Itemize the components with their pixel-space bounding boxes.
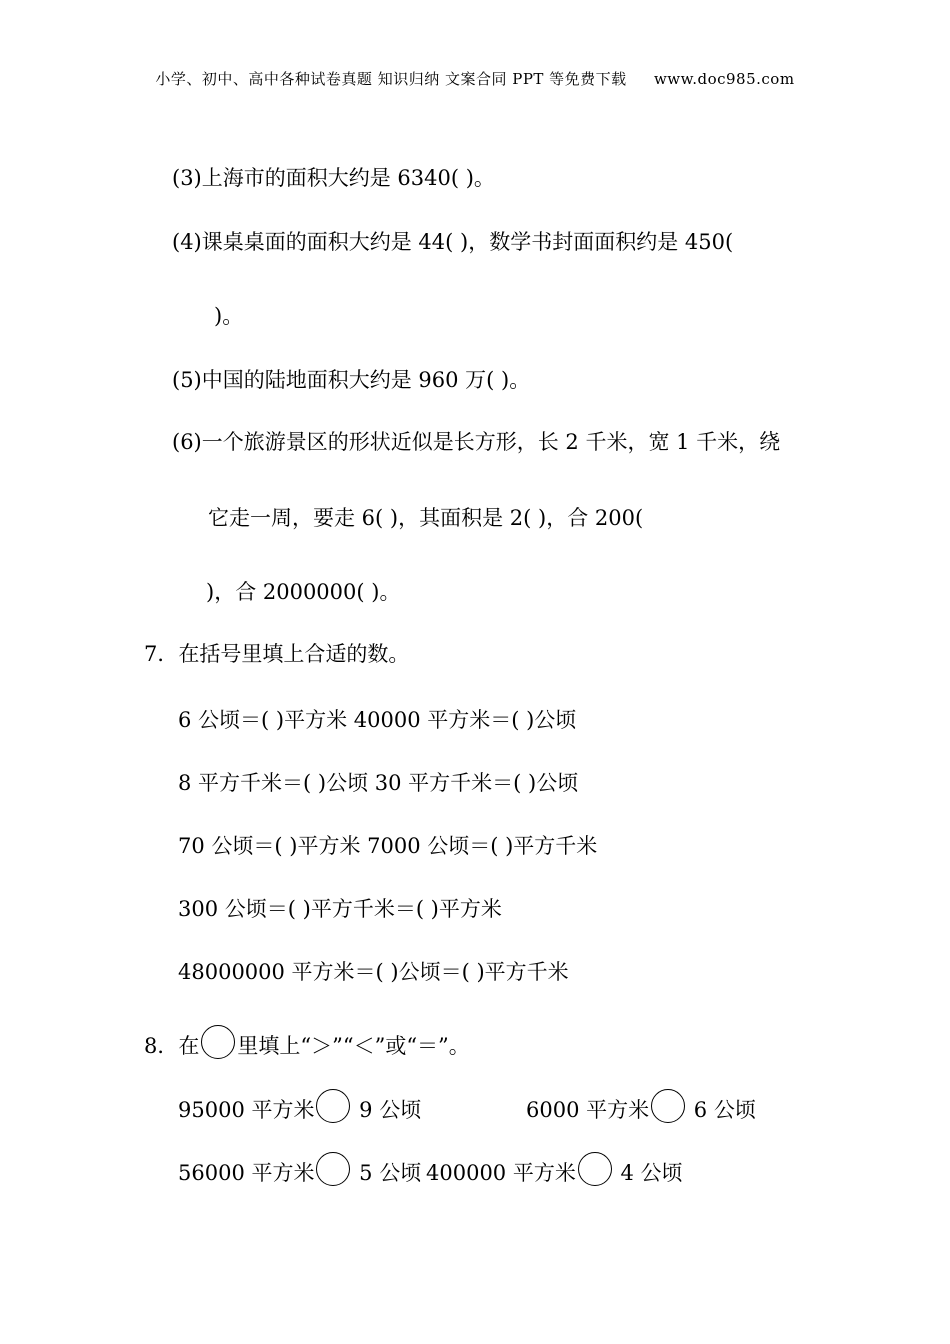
comparison-right: 5 公顷 bbox=[352, 1161, 422, 1185]
comparison-left: 95000 平方米 bbox=[178, 1098, 315, 1122]
header-text: 小学、初中、高中各种试卷真题 知识归纳 文案合同 PPT 等免费下载 bbox=[155, 70, 627, 88]
question-5: (5)中国的陆地面积大约是 960 万( )。 bbox=[172, 368, 531, 392]
section-8-title-prefix: 8．在 bbox=[144, 1034, 200, 1058]
question-6-line-3: )，合 2000000( )。 bbox=[206, 580, 401, 604]
section-7-row: 48000000 平方米＝( )公顷＝( )平方千米 bbox=[178, 960, 569, 984]
comparison-left: 6000 平方米 bbox=[526, 1098, 650, 1122]
section-7-title: 7．在括号里填上合适的数。 bbox=[144, 642, 410, 666]
comparison-item bbox=[178, 1152, 421, 1187]
section-8-title-suffix: 里填上“＞”“＜”或“＝”。 bbox=[237, 1034, 470, 1058]
comparison-circle-input[interactable] bbox=[651, 1089, 685, 1123]
comparison-item bbox=[526, 1089, 756, 1124]
section-8-title bbox=[144, 1025, 470, 1060]
comparison-item bbox=[426, 1152, 683, 1187]
question-6-line-1: (6)一个旅游景区的形状近似是长方形，长 2 千米，宽 1 千米，绕 bbox=[172, 430, 781, 454]
comparison-left: 56000 平方米 bbox=[178, 1161, 315, 1185]
header-url[interactable]: www.doc985.com bbox=[653, 70, 795, 88]
question-4-line-2: )。 bbox=[214, 304, 244, 328]
section-7-row: 70 公顷＝( )平方米 7000 公顷＝( )平方千米 bbox=[178, 834, 598, 858]
comparison-left: 400000 平方米 bbox=[426, 1161, 576, 1185]
question-4-line-1: (4)课桌桌面的面积大约是 44( )，数学书封面面积约是 450( bbox=[172, 230, 734, 254]
section-7-row: 6 公顷＝( )平方米 40000 平方米＝( )公顷 bbox=[178, 708, 577, 732]
comparison-right: 4 公顷 bbox=[613, 1161, 683, 1185]
comparison-item bbox=[178, 1089, 421, 1124]
comparison-circle-icon bbox=[201, 1025, 235, 1059]
comparison-circle-input[interactable] bbox=[316, 1152, 350, 1186]
question-6-line-2: 它走一周，要走 6( )，其面积是 2( )，合 200( bbox=[208, 506, 644, 530]
page-header bbox=[0, 68, 950, 89]
section-7-row: 8 平方千米＝( )公顷 30 平方千米＝( )公顷 bbox=[178, 771, 579, 795]
comparison-circle-input[interactable] bbox=[578, 1152, 612, 1186]
section-7-row: 300 公顷＝( )平方千米＝( )平方米 bbox=[178, 897, 502, 921]
question-3: (3)上海市的面积大约是 6340( )。 bbox=[172, 166, 495, 190]
comparison-right: 9 公顷 bbox=[352, 1098, 422, 1122]
comparison-circle-input[interactable] bbox=[316, 1089, 350, 1123]
comparison-right: 6 公顷 bbox=[687, 1098, 756, 1122]
